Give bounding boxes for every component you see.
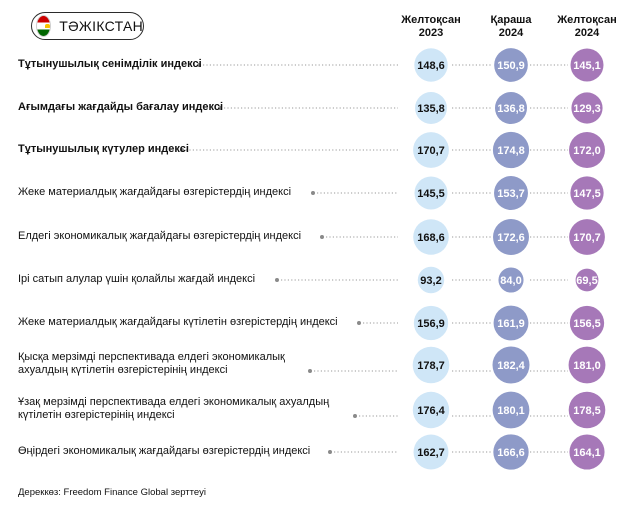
value-label: 162,7 [417,447,445,459]
value-label: 156,9 [417,318,445,330]
row-label [18,186,368,199]
value-label: 93,2 [420,275,442,287]
value-label: 145,5 [417,188,445,200]
row-label [18,58,368,71]
value-label: 174,8 [497,145,525,157]
column-header-month: Желтоқсан [401,14,461,26]
value-label: 84,0 [500,275,522,287]
column-header-month: Желтоқсан [557,14,617,26]
row-label-line: Елдегі экономикалық жағдайдағы өзгерістердің индексі [18,229,302,242]
row-label [18,316,368,329]
row-label-line: Жеке материалдық жағдайдағы күтілетін өзгерістердің индексі [18,315,338,328]
row-label-line: Тұтынушылық сенімділік индексі [18,57,202,70]
row-label-line: Тұтынушылық күтулер индексі [18,142,189,155]
value-label: 136,8 [497,103,525,115]
value-label: 182,4 [497,360,525,372]
row-label-line: ахуалдың күтілетін өзгерістерінің индексі [18,364,228,376]
row-label [18,230,368,243]
value-label: 148,6 [417,60,445,72]
value-label: 172,0 [573,145,601,157]
row-label-line: Ірі сатып алулар үшін қолайлы жағдай индексі [18,272,256,285]
value-label: 145,1 [573,60,601,72]
value-label: 150,9 [497,60,525,72]
value-label: 178,5 [573,405,601,417]
row-label [18,445,368,458]
row-label-line: Ұзақ мерзімді перспективада елдегі экономикалық ахуалдың [18,396,330,408]
value-label: 168,6 [417,232,445,244]
value-label: 172,6 [497,232,525,244]
value-label: 180,1 [497,405,525,417]
country-name: ТӘЖІКСТАН [59,18,143,34]
row-label-line: Өңірдегі экономикалық жағдайдағы өзгерістердің индексі [18,444,311,457]
row-label [18,101,368,114]
value-label: 164,1 [573,447,601,459]
value-label: 176,4 [417,405,445,417]
row-label-line: Қысқа мерзімді перспективада елдегі экономикалық [18,351,285,363]
value-label: 129,3 [573,103,601,115]
value-label: 153,7 [497,188,525,200]
value-label: 170,7 [573,232,601,244]
column-header-year: 2024 [574,27,600,39]
value-label: 170,7 [417,145,445,157]
row-label [18,143,368,156]
row-label-line: күтілетін өзгерістерінің индексі [18,409,175,421]
value-label: 181,0 [573,360,601,372]
row-label [18,396,368,422]
value-label: 147,5 [573,188,601,200]
value-label: 166,6 [497,447,525,459]
column-header-year: 2024 [498,27,524,39]
value-label: 135,8 [417,103,445,115]
row-label-line: Жеке материалдық жағдайдағы өзгерістердің индексі [18,185,292,198]
row-label [18,351,368,377]
source-note: Дереккөз: Freedom Finance Global зерттеуі [18,487,206,498]
row-label [18,273,368,286]
row-label-line: Ағымдағы жағдайды бағалау индексі [18,100,224,113]
value-label: 156,5 [573,318,601,330]
value-label: 161,9 [497,318,525,330]
value-label: 69,5 [576,275,598,287]
value-label: 178,7 [417,360,445,372]
column-header-year: 2023 [418,27,444,39]
column-header-month: Қараша [490,14,532,26]
